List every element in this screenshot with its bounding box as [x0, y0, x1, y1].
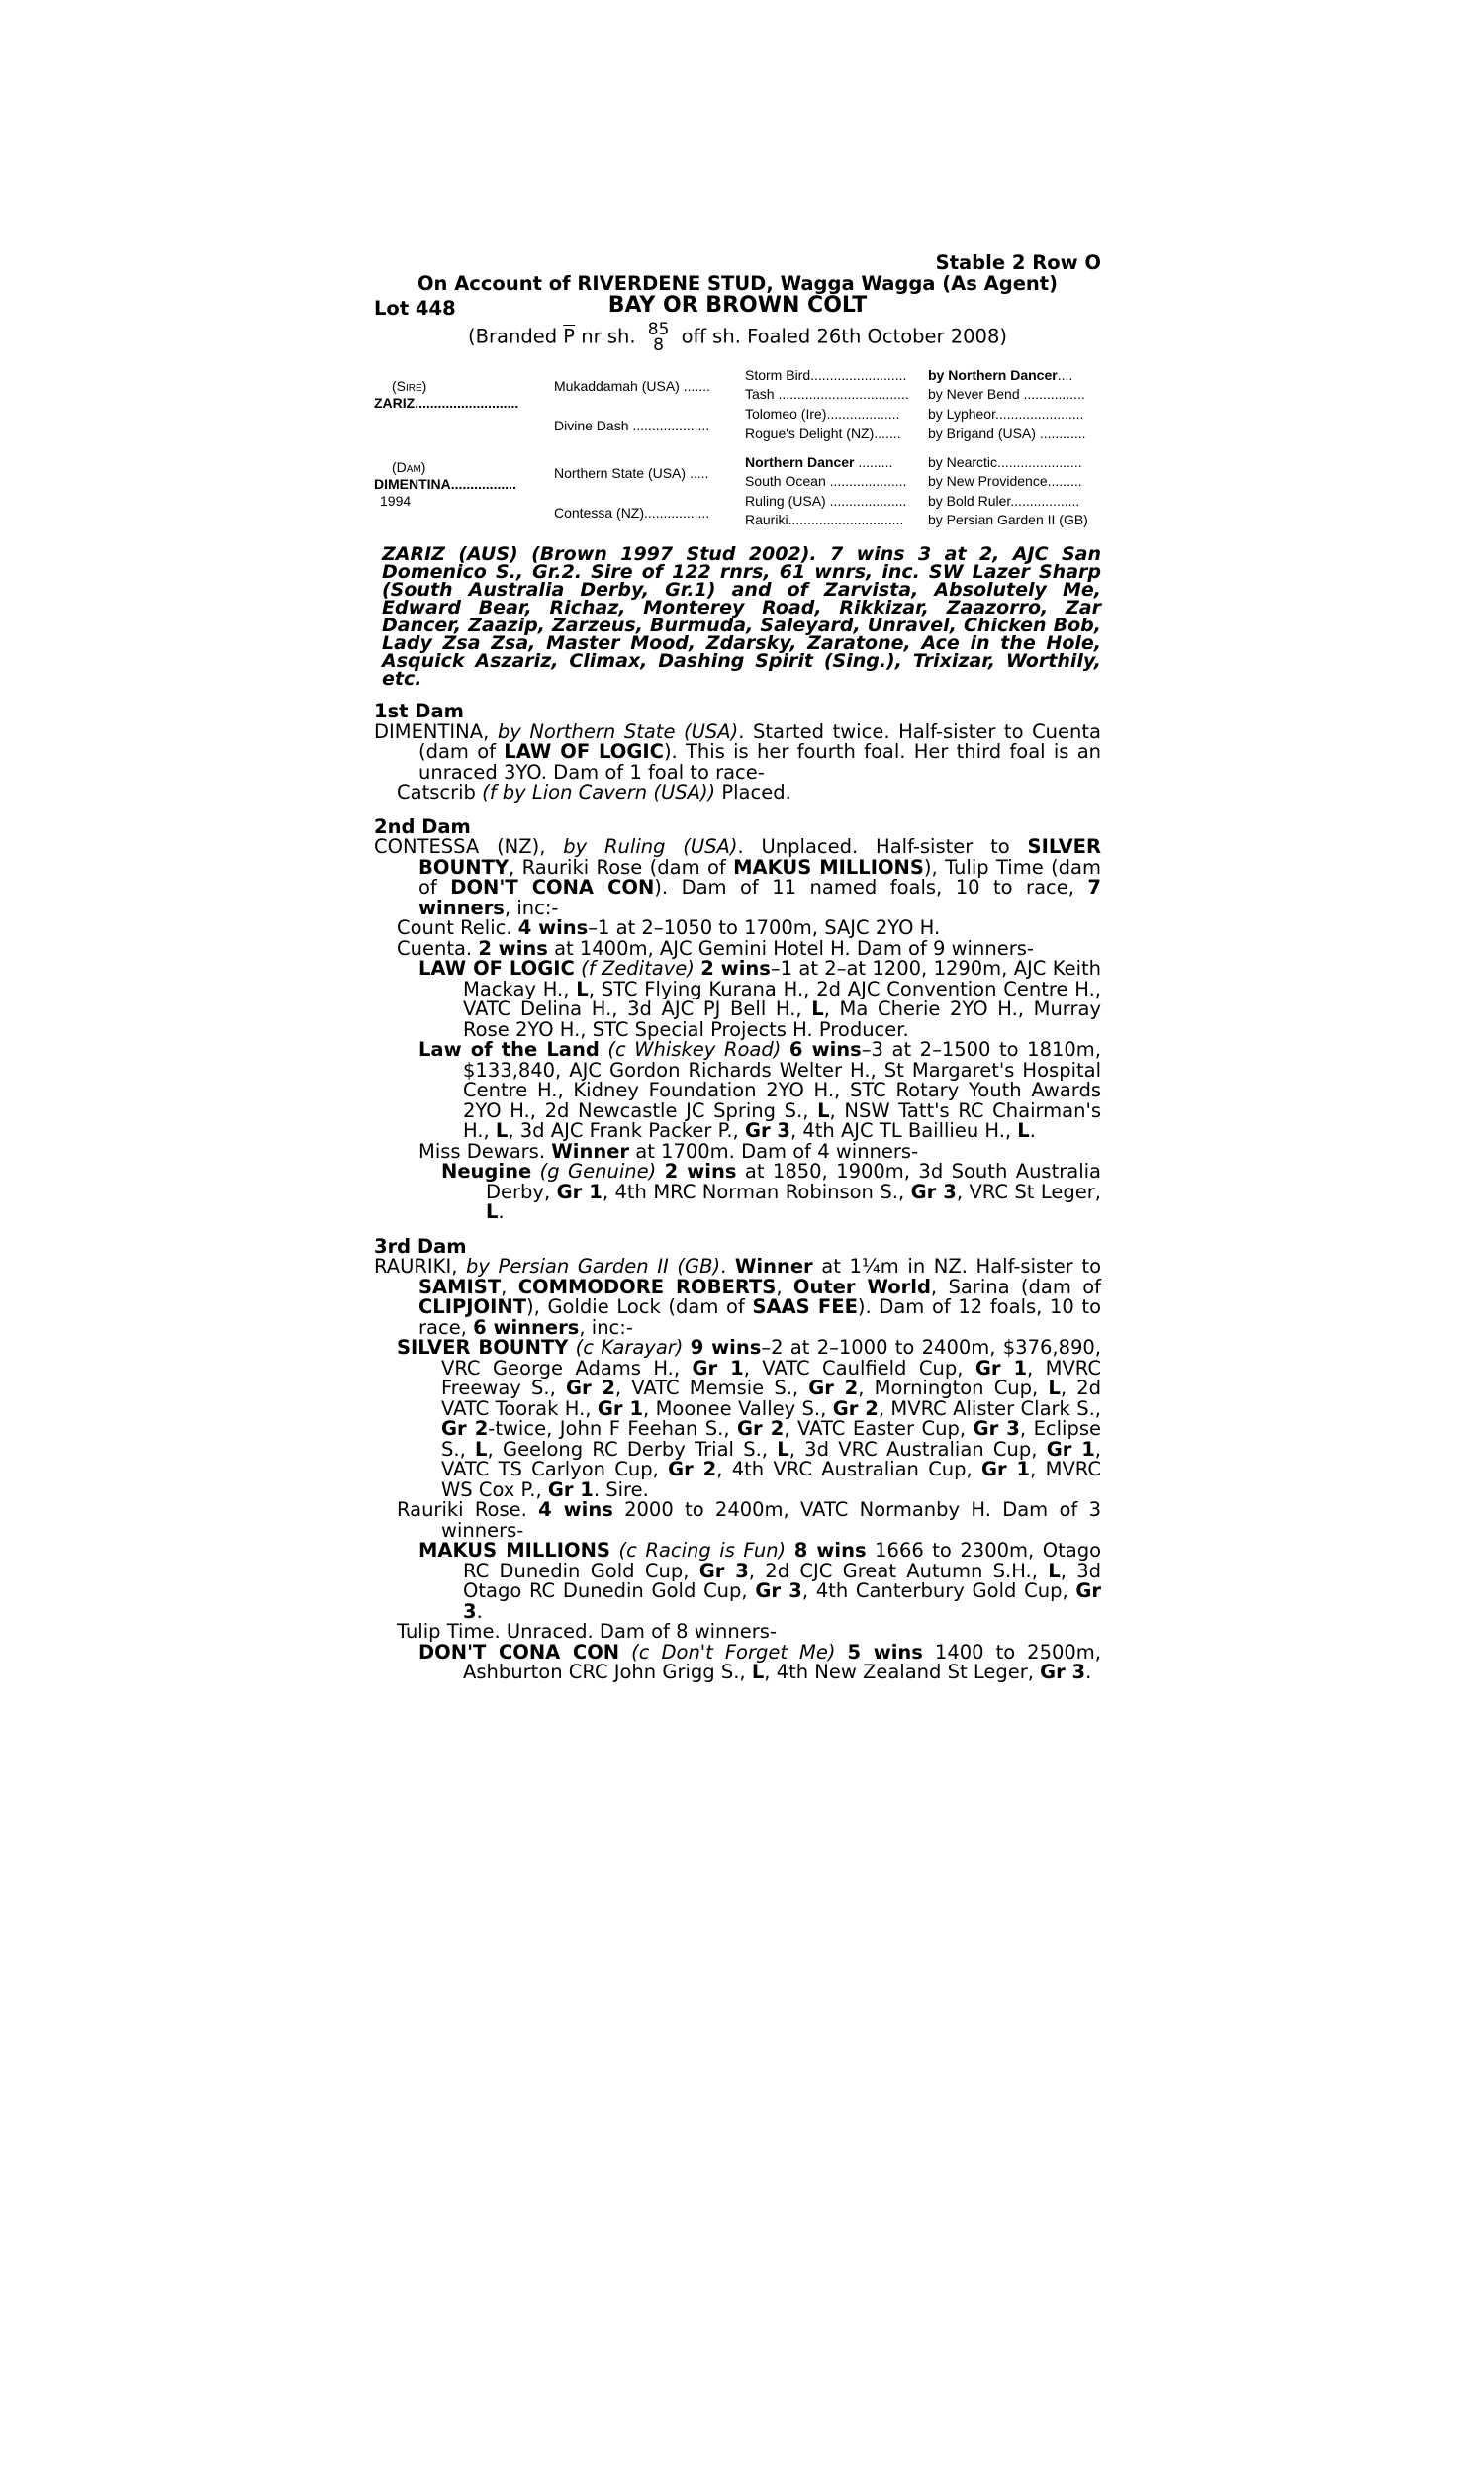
- first-dam-foal: Catscrib (f by Lion Cavern (USA)) Placed.: [397, 781, 791, 804]
- pedigree-gen3-1: Storm Bird.........................: [745, 367, 907, 383]
- pedigree-gen3-sire-4: by Brigand (USA) ............: [928, 426, 1086, 441]
- brand-prefix: (Branded: [468, 325, 558, 348]
- third-dam-grandfoal-2: DON'T CONA CON (c Don't Forget Me) 5 wins 1400 to 2500m, Ashburton CRC John Grigg S., L, 4th New Zealand St Leger, Gr 3.: [418, 1640, 1101, 1683]
- sire-label: (Sire): [392, 378, 427, 394]
- pedigree-gen2-1: Mukaddamah (USA) .......: [554, 378, 710, 394]
- catalogue-page: [374, 253, 1101, 1683]
- first-dam-para: DIMENTINA, by Northern State (USA). Started twice. Half-sister to Cuenta (dam of LAW OF LOGIC). This is her fourth foal. Her third foal is an unraced 3YO. Dam of 1 foal to race-: [374, 719, 1101, 784]
- brand-suffix: off sh. Foaled 26th October 2008): [681, 325, 1007, 348]
- second-dam-grandfoal-3: Miss Dewars. Winner at 1700m. Dam of 4 winners-: [418, 1139, 919, 1163]
- pedigree-gen2-2: Divine Dash ....................: [554, 418, 710, 433]
- dam-name: DIMENTINA.................: [374, 476, 516, 492]
- dam-label: (Dam): [392, 459, 426, 475]
- pedigree-gen3-sire-1: by Northern Dancer....: [928, 367, 1073, 383]
- pedigree-gen3-8: Rauriki..............................: [745, 512, 904, 527]
- first-dam-heading: 1st Dam: [374, 700, 464, 722]
- pedigree-gen3-sire-5: by Nearctic......................: [928, 454, 1082, 470]
- lot-number: Lot 448: [374, 297, 456, 320]
- brand-line: [374, 322, 1101, 355]
- brand-number: [648, 322, 670, 353]
- horse-description: BAY OR BROWN COLT: [607, 293, 868, 318]
- second-dam-para: CONTESSA (NZ), by Ruling (USA). Unplaced. Half-sister to SILVER BOUNTY, Rauriki Rose (dam of MAKUS MILLIONS), Tulip Time (dam of DON'T CONA CON). Dam of 11 named foals, 10 to race, 7 winners, inc:-: [374, 835, 1101, 919]
- second-dam-grandfoal-2: Law of the Land (c Whiskey Road) 6 wins–3 at 2–1500 to 1810m, $133,840, AJC Gordon Richards Welter H., St Margaret's Hospital Centre H., Kidney Foundation 2YO H., STC Rotary Youth Awards 2YO H., 2d Newcastle JC Spring S., L, NSW Tatt's RC Chairman's H., L, 3d AJC Frank Packer P., Gr 3, 4th AJC TL Baillieu H., L.: [418, 1038, 1101, 1142]
- pedigree-gen3-4: Rogue's Delight (NZ).......: [745, 426, 901, 441]
- pedigree-gen3-sire-3: by Lypheor.......................: [928, 406, 1084, 422]
- pedigree-gen3-6: South Ocean ....................: [745, 473, 907, 489]
- pedigree-gen3-5: Northern Dancer .........: [745, 454, 893, 470]
- pedigree-gen3-sire-7: by Bold Ruler..................: [928, 493, 1080, 509]
- pedigree-gen3-7: Ruling (USA) ....................: [745, 493, 907, 509]
- pedigree-table: [374, 361, 1101, 529]
- second-dam-great-grandfoal-1: Neugine (g Genuine) 2 wins at 1850, 1900m, 3d South Australia Derby, Gr 1, 4th MRC Norman Robinson S., Gr 3, VRC St Leger, L.: [441, 1160, 1101, 1223]
- pedigree-gen3-sire-2: by Never Bend ................: [928, 386, 1085, 402]
- second-dam-heading: 2nd Dam: [374, 814, 471, 838]
- brand-near-side: nr sh.: [581, 325, 636, 348]
- lot-line: [374, 294, 1101, 322]
- third-dam-foal-2: Rauriki Rose. 4 wins 2000 to 2400m, VATC Normanby H. Dam of 3 winners-: [397, 1498, 1101, 1542]
- pedigree-gen2-3: Northern State (USA) .....: [554, 465, 709, 481]
- sire-summary: ZARIZ (AUS) (Brown 1997 Stud 2002). 7 wins 3 at 2, AJC San Domenico S., Gr.2. Sire of 122 rnrs, 61 wnrs, inc. SW Lazer Sharp (South Australia Derby, Gr.1) and of Zarvista, Absolutely Me, Edward Bear, Richaz, Monterey Road, Rikkizar, Zaazorro, Zar Dancer, Zaazip, Zarzeus, Burmuda, Saleyard, Unravel, Chicken Bob, Lady Zsa Zsa, Master Mood, Zdarsky, Zaratone, Ace in the Hole, Asquick Aszariz, Climax, Dashing Spirit (Sing.), Trixizar, Worthily, etc.: [382, 543, 1101, 690]
- pedigree-gen3-sire-6: by New Providence.........: [928, 473, 1082, 489]
- pedigree-gen3-3: Tolomeo (Ire)...................: [745, 406, 900, 422]
- brand-number-top: 85: [647, 320, 670, 339]
- second-dam-foal-1: Count Relic. 4 wins–1 at 2–1050 to 1700m, SAJC 2YO H.: [397, 916, 941, 939]
- third-dam-heading: 3rd Dam: [374, 1234, 467, 1258]
- second-dam-grandfoal-1: LAW OF LOGIC (f Zeditave) 2 wins–1 at 2–at 1200, 1290m, AJC Keith Mackay H., L, STC Flying Kurana H., 2d AJC Convention Centre H., VATC Delina H., 3d AJC PJ Bell H., L, Ma Cherie 2YO H., Murray Rose 2YO H., STC Special Projects H. Producer.: [418, 957, 1101, 1041]
- brand-number-bottom: 8: [653, 335, 664, 355]
- third-dam-foal-3: Tulip Time. Unraced. Dam of 8 winners-: [397, 1620, 777, 1643]
- third-dam-para: RAURIKI, by Persian Garden II (GB). Winner at 1¼m in NZ. Half-sister to SAMIST, COMMODORE ROBERTS, Outer World, Sarina (dam of CLIPJOINT), Goldie Lock (dam of SAAS FEE). Dam of 12 foals, 10 to race, 6 winners, inc:-: [374, 1255, 1101, 1339]
- pedigree-gen3-2: Tash ..................................: [745, 386, 909, 402]
- vendor-account: On Account of RIVERDENE STUD, Wagga Wagga (As Agent): [417, 271, 1059, 295]
- sire-name: ZARIZ...........................: [374, 395, 519, 411]
- brand-mark-icon: $\overline{P}$: [563, 325, 576, 348]
- stable-location: Stable 2 Row O: [935, 251, 1101, 274]
- third-dam-foal-1: SILVER BOUNTY (c Karayar) 9 wins–2 at 2–1000 to 2400m, $376,890, VRC George Adams H., Gr 1, VATC Caulfield Cup, Gr 1, MVRC Freeway S., Gr 2, VATC Memsie S., Gr 2, Mornington Cup, L, 2d VATC Toorak H., Gr 1, Moonee Valley S., Gr 2, MVRC Alister Clark S., Gr 2-twice, John F Feehan S., Gr 2, VATC Easter Cup, Gr 3, Eclipse S., L, Geelong RC Derby Trial S., L, 3d VRC Australian Cup, Gr 1, VATC TS Carlyon Cup, Gr 2, 4th VRC Australian Cup, Gr 1, MVRC WS Cox P., Gr 1. Sire.: [397, 1336, 1102, 1501]
- dam-year: 1994: [380, 493, 412, 509]
- second-dam-foal-2: Cuenta. 2 wins at 1400m, AJC Gemini Hotel H. Dam of 9 winners-: [397, 936, 1034, 960]
- pedigree-gen2-4: Contessa (NZ).................: [554, 505, 710, 521]
- third-dam-grandfoal-1: MAKUS MILLIONS (c Racing is Fun) 8 wins 1666 to 2300m, Otago RC Dunedin Gold Cup, Gr 3, 2d CJC Great Autumn S.H., L, 3d Otago RC Dunedin Gold Cup, Gr 3, 4th Canterbury Gold Cup, Gr 3.: [418, 1539, 1102, 1623]
- pedigree-gen3-sire-8: by Persian Garden II (GB): [928, 512, 1088, 527]
